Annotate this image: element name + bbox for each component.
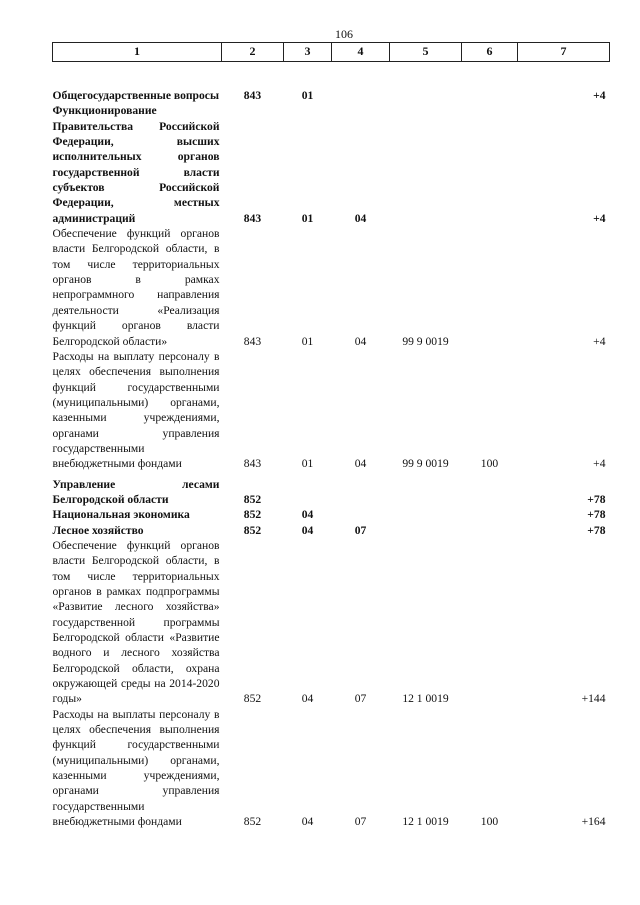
section-code-cell: 01 xyxy=(301,334,314,348)
amount-cell: +144 xyxy=(581,692,606,706)
table-row xyxy=(53,707,610,830)
target-article-cell xyxy=(390,62,462,104)
target-article-cell: 99 9 0019 xyxy=(402,457,449,471)
amount-cell: +78 xyxy=(587,492,606,506)
expenditure-name-cell: Расходы на выплаты персоналу в целях обеспечения выполнения функций государственными (муниципальными) органами, казенными учреждениями, органами управления государственными внебюджетными фондами xyxy=(52,707,220,829)
table-row xyxy=(53,62,610,104)
ministry-code-cell: 843 xyxy=(243,457,262,471)
ministry-code-cell: 843 xyxy=(243,211,262,225)
column-header: 4 xyxy=(332,43,390,62)
section-code-cell: 04 xyxy=(301,692,314,706)
amount-cell: +78 xyxy=(587,508,606,522)
section-code-cell: 04 xyxy=(301,523,314,537)
table-row xyxy=(53,538,610,707)
expenditure-name-cell: Управление лесами Белгородской области xyxy=(52,477,220,506)
table-row xyxy=(53,103,610,226)
subsection-code-cell xyxy=(332,62,390,104)
column-header: 2 xyxy=(222,43,284,62)
column-header: 5 xyxy=(390,43,462,62)
expense-type-cell: 100 xyxy=(480,457,499,471)
page-number: 106 xyxy=(335,27,353,41)
target-article-cell xyxy=(390,477,462,508)
section-code-cell: 04 xyxy=(301,815,314,829)
subsection-code-cell xyxy=(332,507,390,522)
target-article-cell: 12 1 0019 xyxy=(402,692,449,706)
amount-cell: +4 xyxy=(593,457,606,471)
target-article-cell xyxy=(390,507,462,522)
expense-type-cell xyxy=(462,103,518,226)
ministry-code-cell: 852 xyxy=(243,815,262,829)
column-header: 3 xyxy=(284,43,332,62)
table-header-row xyxy=(53,43,610,62)
amount-cell: +164 xyxy=(581,815,606,829)
ministry-code-cell: 843 xyxy=(243,334,262,348)
ministry-code-cell: 852 xyxy=(243,492,262,506)
amount-cell: +4 xyxy=(593,334,606,348)
subsection-code-cell: 07 xyxy=(354,523,367,537)
expenditure-name-cell: Обеспечение функций органов власти Белгородской области, в том числе территориальных органов в рамках подпрограммы «Развитие лесного хозяйства» государственной программы Белгородской области «Развитие водного и лесного хозяйства Белгородской области, охрана окружающей среды на 2014-2020 годы» xyxy=(52,538,220,706)
target-article-cell xyxy=(390,103,462,226)
column-header: 7 xyxy=(518,43,610,62)
table-row xyxy=(53,349,610,472)
expenditure-name-cell: Общегосударственные вопросы xyxy=(52,89,219,102)
expenditure-name-cell: Национальная экономика xyxy=(52,508,190,522)
amount-cell: +4 xyxy=(593,89,606,102)
section-code-cell: 01 xyxy=(301,211,314,225)
target-article-cell: 12 1 0019 xyxy=(402,815,449,829)
expense-type-cell xyxy=(462,477,518,508)
target-article-cell: 99 9 0019 xyxy=(402,334,449,348)
table-row xyxy=(53,226,610,349)
ministry-code-cell: 852 xyxy=(243,508,262,522)
expense-type-cell xyxy=(462,62,518,104)
expense-type-cell xyxy=(462,538,518,707)
expense-type-cell: 100 xyxy=(480,815,499,829)
section-code-cell: 01 xyxy=(301,457,314,471)
table-row xyxy=(53,477,610,508)
subsection-code-cell: 07 xyxy=(354,692,367,706)
expense-type-cell xyxy=(462,507,518,522)
section-code-cell xyxy=(284,477,332,508)
amount-cell: +78 xyxy=(587,523,606,537)
table-row xyxy=(53,507,610,522)
ministry-code-cell: 852 xyxy=(243,523,262,537)
subsection-code-cell: 04 xyxy=(354,334,367,348)
subsection-code-cell xyxy=(332,477,390,508)
subsection-code-cell: 04 xyxy=(354,211,367,225)
column-header: 6 xyxy=(462,43,518,62)
section-code-cell: 01 xyxy=(301,89,314,102)
amount-cell: +4 xyxy=(593,211,606,225)
expenditure-name-cell: Обеспечение функций органов власти Белгородской области, в том числе территориальных органов в рамках непрограммного направления деятельности «Реализация функций органов власти Белгородской области» xyxy=(52,227,220,348)
expense-type-cell xyxy=(462,226,518,349)
expense-type-cell xyxy=(462,523,518,538)
subsection-code-cell: 04 xyxy=(354,457,367,471)
target-article-cell xyxy=(390,523,462,538)
section-code-cell: 04 xyxy=(301,508,314,522)
ministry-code-cell: 843 xyxy=(243,89,262,102)
budget-table xyxy=(52,42,610,830)
table-row xyxy=(53,523,610,538)
subsection-code-cell: 07 xyxy=(354,815,367,829)
expenditure-name-cell: Расходы на выплату персоналу в целях обеспечения выполнения функций государственными (муниципальными) органами, казенными учреждениями, органами управления государственными внебюджетными фондами xyxy=(52,349,220,471)
column-header: 1 xyxy=(53,43,222,62)
expenditure-name-cell: Функционирование Правительства Российской Федерации, высших исполнительных органов государственной власти субъектов Российской Федерации, местных администраций xyxy=(52,104,220,225)
ministry-code-cell: 852 xyxy=(243,692,262,706)
expenditure-name-cell: Лесное хозяйство xyxy=(52,523,144,537)
